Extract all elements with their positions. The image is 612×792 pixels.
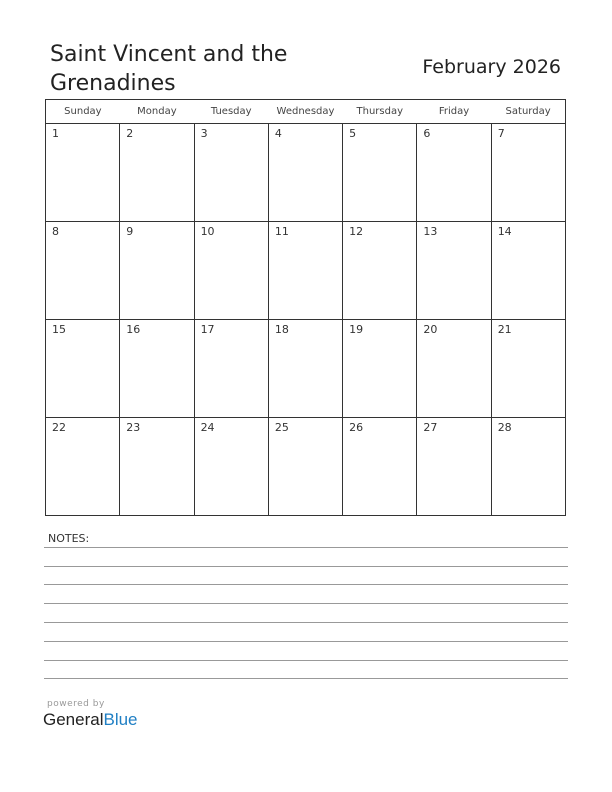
weekday-header-row	[46, 100, 566, 124]
day-cell: 18	[268, 320, 342, 418]
day-cell: 21	[491, 320, 565, 418]
day-cell: 12	[343, 222, 417, 320]
notes-line	[44, 641, 568, 642]
day-cell: 26	[343, 418, 417, 516]
notes-line	[44, 584, 568, 585]
calendar-grid	[45, 99, 566, 516]
weekday-monday: Monday	[120, 100, 194, 124]
day-cell: 16	[120, 320, 194, 418]
week-row	[46, 222, 566, 320]
day-cell: 14	[491, 222, 565, 320]
calendar-title: Saint Vincent and the Grenadines	[50, 42, 288, 96]
week-row	[46, 124, 566, 222]
notes-line	[44, 660, 568, 661]
day-cell: 11	[268, 222, 342, 320]
notes-line	[44, 603, 568, 604]
day-cell: 22	[46, 418, 120, 516]
day-cell: 5	[343, 124, 417, 222]
day-cell: 28	[491, 418, 565, 516]
logo-text-general: General	[43, 710, 104, 729]
week-row	[46, 418, 566, 516]
weekday-thursday: Thursday	[343, 100, 417, 124]
day-cell: 19	[343, 320, 417, 418]
day-cell: 7	[491, 124, 565, 222]
day-cell: 27	[417, 418, 491, 516]
day-cell: 25	[268, 418, 342, 516]
generalblue-logo[interactable]	[43, 710, 138, 730]
day-cell: 13	[417, 222, 491, 320]
weekday-wednesday: Wednesday	[268, 100, 342, 124]
day-cell: 15	[46, 320, 120, 418]
week-row	[46, 320, 566, 418]
day-cell: 2	[120, 124, 194, 222]
logo-text-blue: Blue	[103, 710, 138, 729]
day-cell: 24	[194, 418, 268, 516]
day-cell: 17	[194, 320, 268, 418]
day-cell: 9	[120, 222, 194, 320]
weekday-tuesday: Tuesday	[194, 100, 268, 124]
day-cell: 10	[194, 222, 268, 320]
day-cell: 4	[268, 124, 342, 222]
month-year-label: February 2026	[422, 56, 561, 78]
day-cell: 3	[194, 124, 268, 222]
notes-line	[44, 678, 568, 679]
day-cell: 1	[46, 124, 120, 222]
notes-line	[44, 622, 568, 623]
weekday-saturday: Saturday	[491, 100, 565, 124]
notes-line	[44, 547, 568, 548]
notes-line	[44, 566, 568, 567]
powered-by-label: powered by	[47, 699, 105, 709]
weekday-sunday: Sunday	[46, 100, 120, 124]
weekday-friday: Friday	[417, 100, 491, 124]
day-cell: 6	[417, 124, 491, 222]
day-cell: 8	[46, 222, 120, 320]
day-cell: 23	[120, 418, 194, 516]
notes-label: NOTES:	[48, 532, 90, 545]
day-cell: 20	[417, 320, 491, 418]
